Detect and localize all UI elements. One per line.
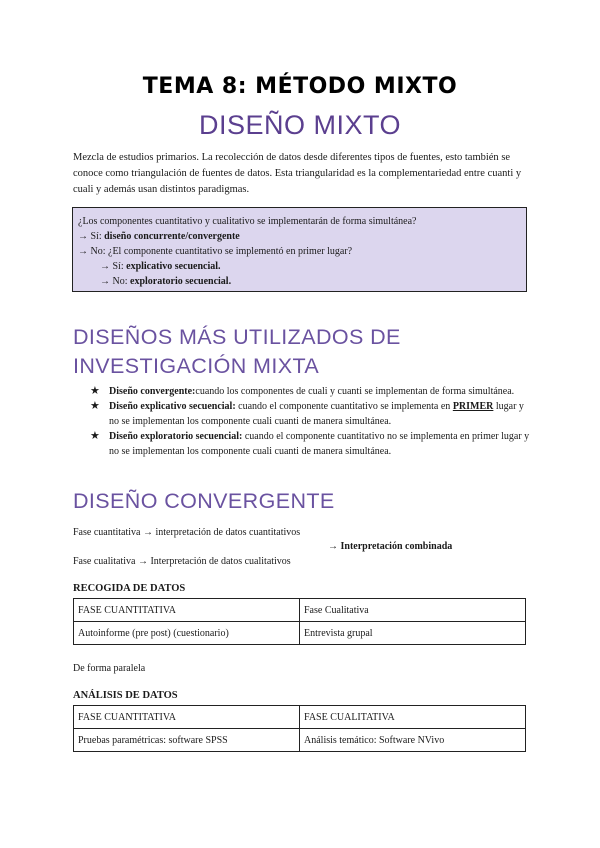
decision-sub-no-prefix: → No: xyxy=(100,276,130,287)
designs-heading xyxy=(73,323,401,381)
intro-paragraph xyxy=(73,150,528,198)
designs-list xyxy=(90,384,530,459)
bullet-underline: PRIMER xyxy=(452,401,494,412)
combined-interpretation: → Interpretación combinada xyxy=(328,541,453,552)
decision-box xyxy=(72,207,527,292)
recogida-table xyxy=(73,598,526,645)
intro-line: se conoce como triangulación de fuentes de datos. Esta triangularidad es la complementariedad entre xyxy=(73,152,511,179)
decision-question: ¿Los componentes cuantitativo y cualitativo se implementarán de forma simultánea? xyxy=(78,216,417,227)
table-row xyxy=(74,706,526,729)
page-subtitle: DISEÑO MIXTO xyxy=(198,110,402,140)
star-icon: ★ xyxy=(90,385,100,397)
bullet-text: cuando los componentes de cuali y cuanti se implementan de forma simultánea. xyxy=(195,386,515,397)
bullet-bold: Diseño exploratorio secuencial: xyxy=(109,431,243,442)
bullet-bold: Diseño convergente: xyxy=(109,386,196,397)
decision-yes-bold: diseño concurrente/convergente xyxy=(104,231,240,242)
decision-yes-prefix: → Sí: xyxy=(78,231,105,242)
decision-sub-yes-bold: explicativo secuencial. xyxy=(126,261,221,272)
table-cell: FASE CUANTITATIVA xyxy=(74,599,300,622)
analisis-title: ANÁLISIS DE DATOS xyxy=(73,690,178,701)
intro-line: Mezcla de estudios primarios. La recolección de datos desde diferentes tipos de fuentes, esto también xyxy=(73,152,499,163)
decision-sub-yes-prefix: → Sí: xyxy=(100,261,127,272)
star-icon: ★ xyxy=(90,430,100,442)
star-icon: ★ xyxy=(90,400,100,412)
decision-sub-no xyxy=(78,274,521,289)
table-row xyxy=(74,599,526,622)
table-cell: Entrevista grupal xyxy=(300,622,526,645)
convergent-line: Fase cualitativa → Interpretación de datos cualitativos xyxy=(73,556,291,567)
table-row xyxy=(74,622,526,645)
table-cell: FASE CUALITATIVA xyxy=(300,706,526,729)
list-item xyxy=(90,399,530,429)
designs-heading-line: DISEÑOS MÁS UTILIZADOS DE xyxy=(73,325,401,349)
convergent-line: Fase cuantitativa → interpretación de datos cuantitativos xyxy=(73,527,301,538)
bullet-text: lugar y no se implementan los componente cuali cuanti de manera simultánea. xyxy=(109,401,524,427)
table-cell: Pruebas paramétricas: software SPSS xyxy=(74,729,300,752)
designs-heading-line: INVESTIGACIÓN MIXTA xyxy=(73,354,320,378)
bullet-text: cuando el componente cuantitativo no se implementa en primer lugar y no se implementan los componente cuali cuanti de manera simultánea. xyxy=(109,431,530,457)
table-row xyxy=(74,729,526,752)
decision-yes xyxy=(78,229,521,244)
list-item xyxy=(90,384,530,399)
paralela-text: De forma paralela xyxy=(73,663,146,674)
decision-no: → No: ¿El componente cuantitativo se implementó en primer lugar? xyxy=(78,246,353,257)
table-cell: Autoinforme (pre post) (cuestionario) xyxy=(74,622,300,645)
analisis-table xyxy=(73,705,526,752)
list-item xyxy=(90,429,530,459)
page-title: TEMA 8: MÉTODO MIXTO xyxy=(142,74,458,99)
table-cell: Análisis temático: Software NVivo xyxy=(300,729,526,752)
convergent-heading: DISEÑO CONVERGENTE xyxy=(73,489,335,513)
recogida-title: RECOGIDA DE DATOS xyxy=(73,583,186,594)
decision-sub-no-bold: exploratorio secuencial. xyxy=(130,276,232,287)
table-cell: Fase Cualitativa xyxy=(300,599,526,622)
bullet-text: cuando el componente cuantitativo se implementa en xyxy=(235,401,453,412)
decision-sub-yes xyxy=(78,259,521,274)
bullet-bold: Diseño explicativo secuencial: xyxy=(109,401,236,412)
table-cell: FASE CUANTITATIVA xyxy=(74,706,300,729)
intro-line: cuanti y cuali y además usan distintos paradigmas. xyxy=(73,168,522,195)
